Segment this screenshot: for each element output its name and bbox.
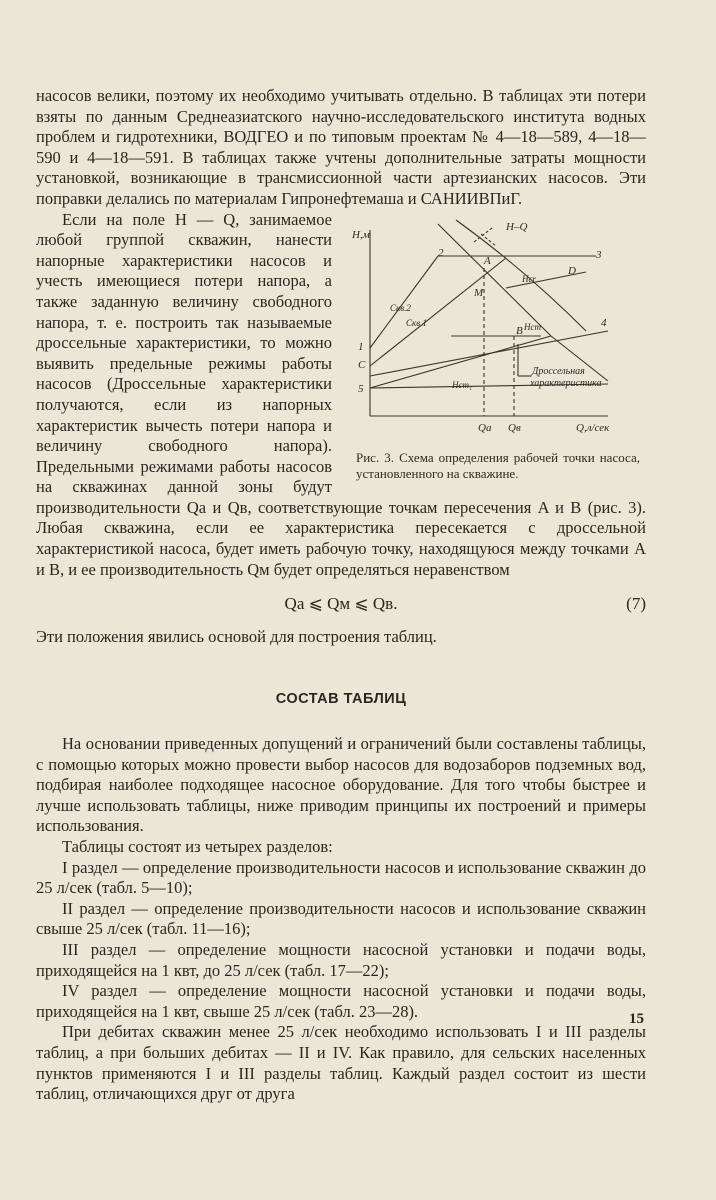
svg-text:Hсm₁: Hсm₁ <box>452 379 473 390</box>
svg-text:Qв: Qв <box>508 421 521 434</box>
svg-text:Qа: Qа <box>478 421 492 434</box>
paragraph-hq: Если на поле H — Q, занимаемое любой группой скважин, нанести напорные характеристики насосов и учесть имеющиеся потери напора, а также заданную величину свободного напора, т. е. построить так называемые дроссельные характеристики, то можно выявить предельные режимы работы насосов (Дроссельные характеристики получаются, если из напорных характеристик вычесть потери напора и величину свободного напора). Предельными режимами работы насосов на скважинах данной зоны будут производительности Qа и Qв, соответствующие точкам пересечения A и B (рис. 3). Любая скважина, если ее характеристика пересекается с дроссельной характеристикой насоса, будет иметь рабочую точку, находящуюся между точками A и B, и ее производительность Qм будет определяться неравенством <box>36 209 646 579</box>
list-item-section-1: I раздел — определение производительности насосов и использование скважин до 25 л/сек (табл. 5—10); <box>36 857 646 898</box>
hq-diagram <box>346 216 646 446</box>
figure-3 <box>346 216 646 482</box>
throttle-line-1 <box>370 256 438 348</box>
x-axis-label: Q,л/сек <box>576 421 610 434</box>
svg-text:5: 5 <box>358 382 364 395</box>
paragraph-sections: Таблицы состоят из четырех разделов: <box>62 837 333 856</box>
svg-text:Hсm: Hсm <box>524 321 541 332</box>
svg-text:Дроссельная: Дроссельная <box>532 365 585 377</box>
svg-text:Скв.2: Скв.2 <box>390 302 411 313</box>
svg-text:Hсr: Hсr <box>522 273 536 284</box>
svg-text:A: A <box>484 254 491 267</box>
svg-text:C: C <box>358 358 366 371</box>
svg-text:1: 1 <box>358 340 364 353</box>
list-item-section-4: IV раздел — определение мощности насосной установки и подачи воды, приходящейся на 1 квт, свыше 25 л/сек (табл. 23—28). <box>36 981 646 1021</box>
list-item-section-3: III раздел — определение мощности насосной установки и подачи воды, приходящейся на 1 квт, до 25 л/сек (табл. 17—22); <box>36 939 646 980</box>
formula-7 <box>36 594 646 615</box>
paragraph-continued: насосов велики, поэтому их необходимо учитывать отдельно. В таблицах эти потери взяты по данным Среднеазиатского научно-исследовательского института водных проблем и гидротехники, ВОДГЕО и по типовым проектам № 4—18—589, 4—18—590 и 4—18—591. В таблицах также учтены дополнительные затраты мощности установкой, возникающие в трансмиссионной части артезианских насосов. Эти поправки делались по материалам Гипронефтемаша и САНИИВПиГ. <box>36 86 646 208</box>
paragraph-usage: При дебитах скважин менее 25 л/сек необходимо использовать I и III разделы таблиц, а при больших дебитах — II и IV. Как правило, для сельских населенных пунктов применяются I и III разделы таблиц. Каждый раздел состоит из шести таблиц, отличающихся друг от друга <box>36 1022 646 1104</box>
svg-text:3: 3 <box>596 248 602 261</box>
figure-caption: Рис. 3. Схема определения рабочей точки насоса, установленного на скважине. <box>356 449 640 481</box>
body-text <box>36 86 646 1105</box>
svg-text:4: 4 <box>601 316 607 329</box>
svg-text:M: M <box>474 286 484 299</box>
formula-number: (7) <box>626 594 646 614</box>
svg-text:B: B <box>516 324 523 337</box>
formula-expression: Qа ⩽ Qм ⩽ Qв. <box>284 594 398 614</box>
paragraph-conclusion: Эти положения явились основой для построения таблиц. <box>36 626 437 646</box>
svg-text:2: 2 <box>438 246 444 259</box>
hq-curve <box>438 224 608 381</box>
svg-text:характеристика: характеристика <box>530 377 602 389</box>
svg-text:D: D <box>568 264 576 277</box>
section-heading: СОСТАВ ТАБЛИЦ <box>275 691 407 708</box>
svg-text:H–Q: H–Q <box>506 220 528 233</box>
list-item-section-2: II раздел — определение производительности насосов и использование скважин свыше 25 л/сек (табл. 11—16); <box>36 898 646 939</box>
svg-text:Скв.1: Скв.1 <box>406 317 427 328</box>
paragraph-intro: На основании приведенных допущений и ограничений были составлены таблицы, с помощью которых можно провести выбор насосов для водозаборов подземных вод, подбирая наиболее подходящее насосное оборудование. Для того чтобы быстрее и лучше использовать таблицы, ниже приводим принципы их построений и примеры использования. <box>36 734 646 836</box>
page-number: 15 <box>629 1011 644 1027</box>
y-axis-label: H,м <box>352 228 370 241</box>
